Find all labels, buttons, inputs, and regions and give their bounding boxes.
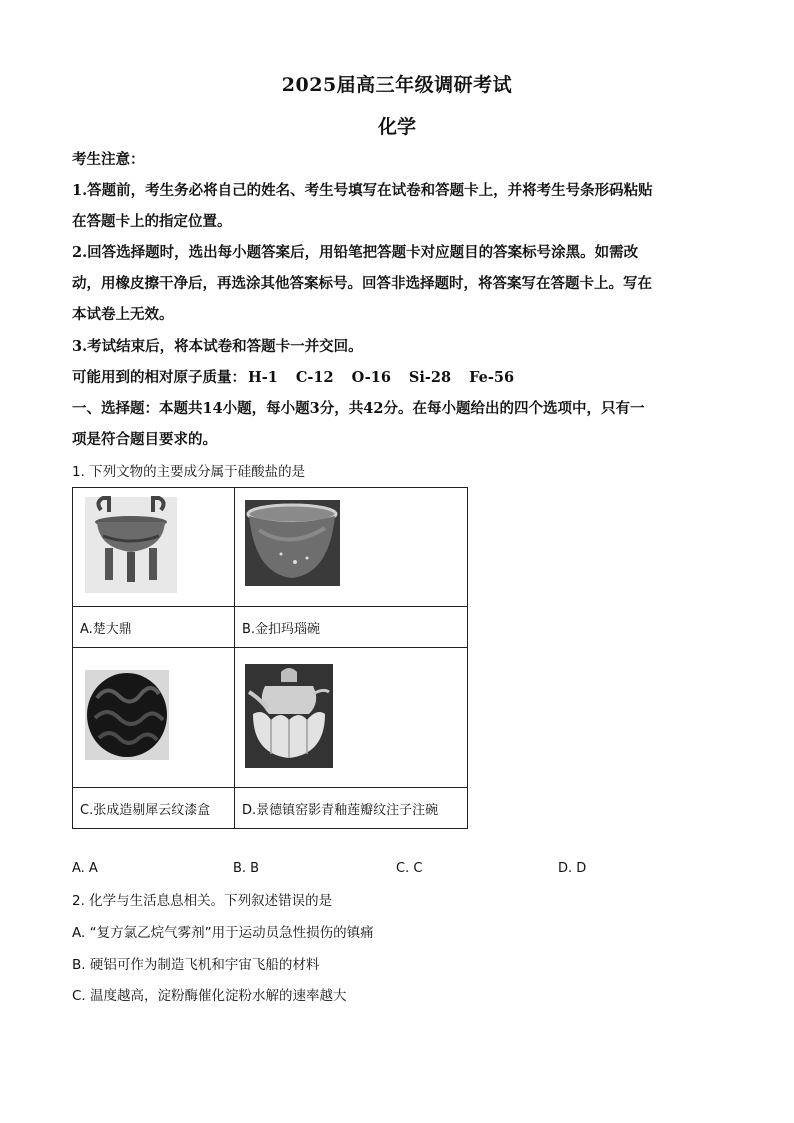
section-line-2: 项是符合题目要求的。 [72, 431, 217, 448]
q1-option-c[interactable]: C. C [396, 861, 423, 876]
relic-image-cell-a [73, 488, 235, 607]
relic-image-cell-b [235, 488, 468, 607]
notice-line-3: 2.回答选择题时，选出每小题答案后，用铅笔把答题卡对应题目的答案标号涂黑。如需改 [72, 244, 639, 261]
atomic-h: H-1 [248, 369, 278, 386]
atomic-fe: Fe-56 [469, 369, 515, 386]
notice-line-5: 本试卷上无效。 [72, 306, 174, 323]
lacquer-box-image [73, 648, 227, 783]
relic-table [72, 487, 468, 829]
relic-image-cell-d [235, 648, 468, 788]
caption-c: C.张成造剔犀云纹漆盒 [73, 788, 235, 829]
q2-option-c[interactable]: C. 温度越高，淀粉酶催化淀粉水解的速率越大 [72, 988, 347, 1004]
q1-option-d[interactable]: D. D [558, 861, 587, 876]
caption-d: D.景德镇窑影青釉莲瓣纹注子注碗 [235, 788, 468, 829]
q2-option-a[interactable]: A. “复方氯乙烷气雾剂”用于运动员急性损伤的镇痛 [72, 925, 374, 941]
exam-title: 2025届高三年级调研考试 [281, 74, 513, 96]
question-2-stem: 2. 化学与生活息息相关。下列叙述错误的是 [72, 893, 333, 909]
caption-b: B.金扣玛瑙碗 [235, 607, 468, 648]
notice-line-1: 1.答题前，考生务必将自己的姓名、考生号填写在试卷和答题卡上，并将考生号条形码粘贴 [72, 182, 653, 199]
notice-line-4: 动，用橡皮擦干净后，再选涂其他答案标号。回答非选择题时，将答案写在答题卡上。写在 [72, 275, 652, 292]
relic-image-cell-c [73, 648, 235, 788]
atomic-c: C-12 [295, 369, 334, 386]
caption-a: A.楚大鼎 [73, 607, 235, 648]
q2-option-b[interactable]: B. 硬铝可作为制造飞机和宇宙飞船的材料 [72, 957, 320, 973]
q1-option-b[interactable]: B. B [233, 861, 260, 876]
atomic-masses [72, 368, 532, 388]
agate-bowl-image [235, 488, 460, 602]
atomic-si: Si-28 [408, 369, 452, 386]
atomic-o: O-16 [351, 369, 391, 386]
notice-heading: 考生注意： [72, 151, 145, 168]
q1-option-a[interactable]: A. A [72, 861, 98, 876]
bronze-ding-image [73, 488, 227, 602]
question-1-stem: 1. 下列文物的主要成分属于硅酸盐的是 [72, 464, 306, 480]
notice-line-2: 在答题卡上的指定位置。 [72, 213, 232, 230]
notice-line-6: 3.考试结束后，将本试卷和答题卡一并交回。 [72, 338, 363, 355]
celadon-ewer-image [235, 648, 460, 783]
subject-title: 化学 [377, 116, 416, 138]
atomic-label: 可能用到的相对原子质量： [72, 369, 246, 386]
section-line-1: 一、选择题：本题共14小题，每小题3分，共42分。在每小题给出的四个选项中，只有一 [72, 400, 645, 417]
